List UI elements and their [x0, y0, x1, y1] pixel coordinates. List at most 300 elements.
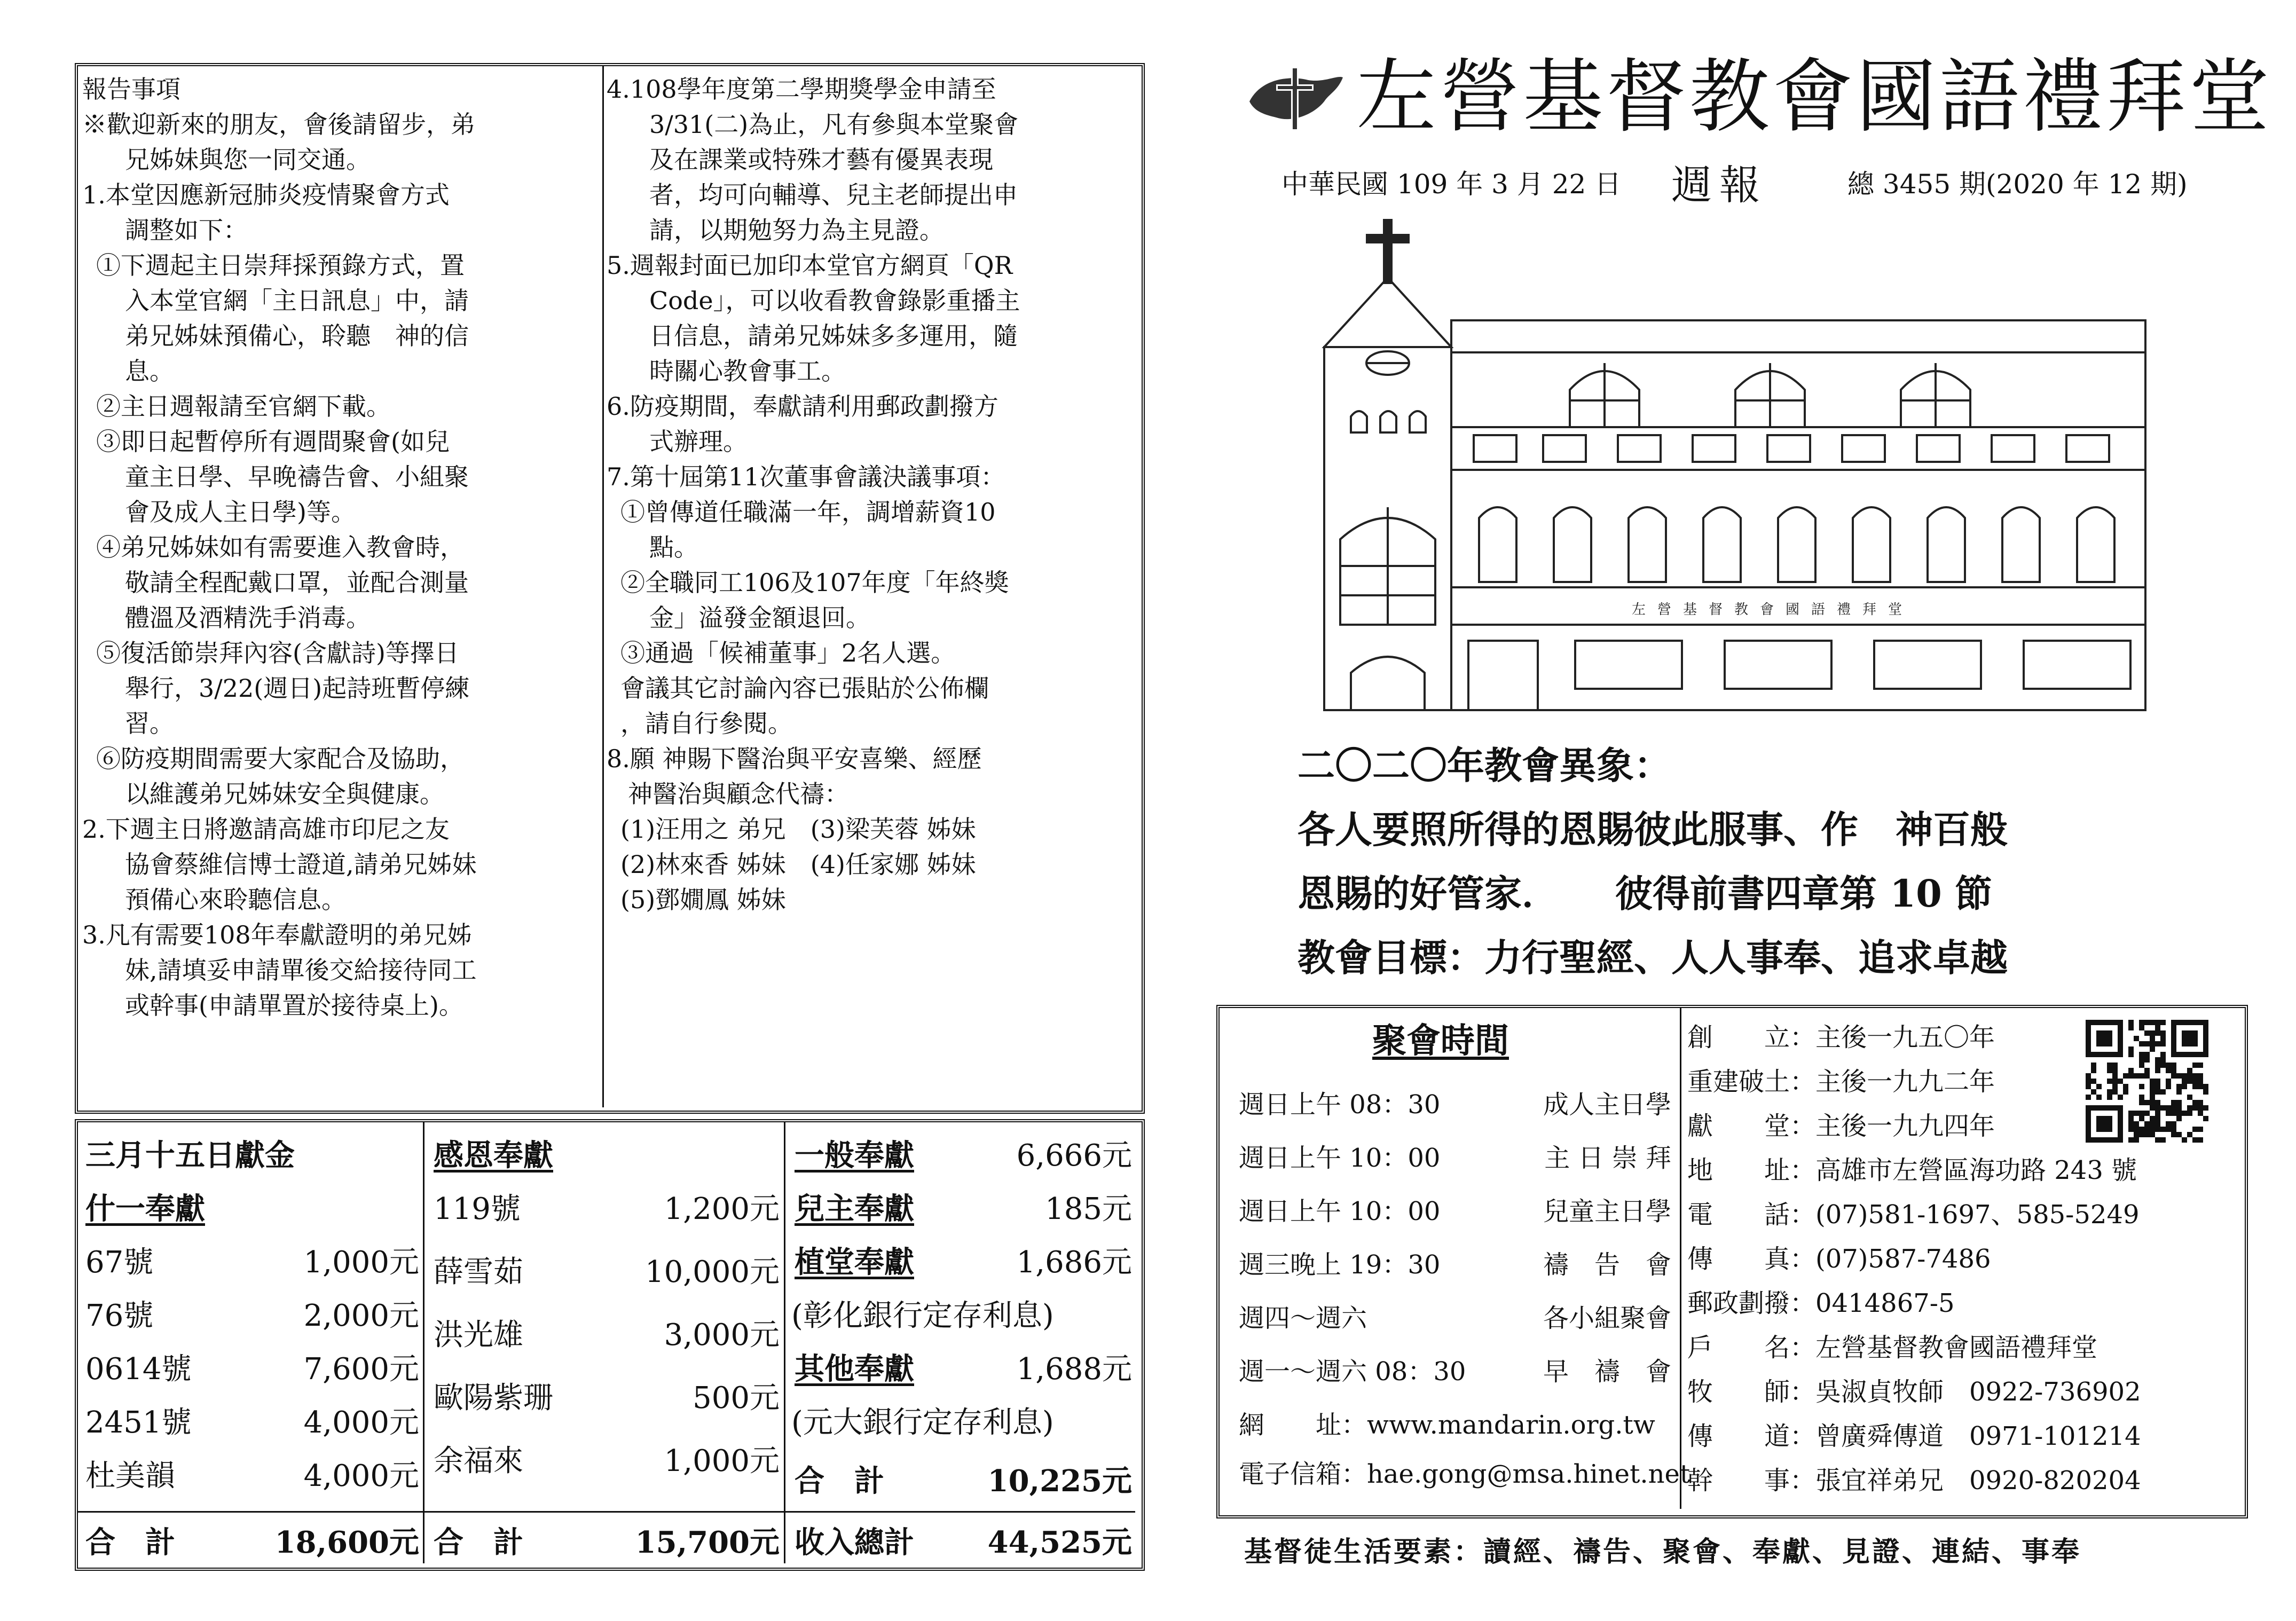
announcement-line: 或幹事(申請單置於接待桌上)。: [125, 991, 463, 1020]
qr-module: [2139, 1073, 2144, 1079]
church-building-drawing: [1319, 219, 2152, 715]
qr-module: [2107, 1089, 2112, 1095]
announcement-line: ②主日週報請至官網下載。: [96, 392, 391, 421]
qr-module: [2192, 1127, 2198, 1132]
qr-module: [2171, 1100, 2176, 1105]
announcement-line: 式辦理。: [649, 427, 748, 456]
qr-module: [2128, 1020, 2134, 1025]
offering-donor: 薛雪茹: [434, 1255, 523, 1289]
qr-module: [2198, 1100, 2203, 1105]
offering-donor: 杜美韻: [85, 1459, 175, 1493]
qr-module: [2155, 1057, 2160, 1063]
offering-amount: 1,000元: [303, 1245, 419, 1280]
qr-module: [2187, 1132, 2192, 1137]
qr-module: [2150, 1121, 2155, 1127]
announcement-line: ③即日起暫停所有週間聚會(如兒: [96, 427, 450, 456]
qr-module: [2139, 1132, 2144, 1137]
thanks-total: 15,700元: [635, 1525, 780, 1560]
qr-module: [2139, 1025, 2144, 1030]
church-info-line: 創 立：主後一九五〇年: [1687, 1022, 1995, 1052]
qr-module: [2139, 1100, 2144, 1105]
qr-module: [2150, 1132, 2155, 1137]
qr-module: [2160, 1089, 2166, 1095]
qr-module: [2155, 1084, 2160, 1089]
announcement-line: ①下週起主日崇拜採預錄方式，置: [96, 251, 465, 280]
qr-module: [2086, 1073, 2091, 1079]
general-offering-amount: 6,666元: [1016, 1138, 1132, 1173]
qr-module: [2096, 1084, 2102, 1089]
qr-module: [2139, 1095, 2144, 1100]
church-info-line: 重建破土：主後一九九二年: [1687, 1067, 1995, 1097]
qr-module: [2171, 1068, 2176, 1073]
qr-module: [2123, 1073, 2128, 1079]
qr-module: [2171, 1127, 2176, 1132]
announcement-line: (2)林來香 姊妹 (4)任家娜 姊妹: [620, 850, 976, 879]
announcement-line: 童主日學、早晚禱告會、小組聚: [125, 462, 469, 491]
announcement-line: 兄姊妹與您一同交通。: [125, 145, 371, 174]
qr-module: [2134, 1111, 2139, 1116]
announcement-line: 日信息，請弟兄姊妹多多運用，隨: [649, 321, 1018, 350]
qr-module: [2144, 1127, 2150, 1132]
meeting-name: 兒童主日學: [1543, 1197, 1671, 1226]
qr-module: [2198, 1073, 2203, 1079]
qr-module: [2187, 1105, 2192, 1111]
qr-module: [2150, 1036, 2155, 1041]
offering-date-title: 三月十五日獻金: [85, 1138, 295, 1173]
announcement-line: 以維護弟兄姊妹安全與健康。: [125, 780, 444, 808]
announcement-line: 敬請全程配戴口罩，並配合測量: [125, 568, 469, 597]
qr-module: [2203, 1084, 2208, 1089]
announcement-line: 妹,請填妥申請單後交給接待同工: [125, 956, 477, 985]
announcement-line: 7.第十屆第11次董事會議決議事項：: [607, 462, 1005, 491]
qr-module: [2139, 1020, 2144, 1025]
qr-module: [2144, 1100, 2150, 1105]
church-info-line: 牧 師：吳淑貞牧師 0922-736902: [1687, 1377, 2141, 1407]
announcement-line: ④弟兄姊妹如有需要進入教會時，: [96, 533, 465, 562]
other-offering-label: 其他奉獻: [795, 1351, 914, 1387]
email: 電子信箱：hae.gong@msa.hinet.net: [1239, 1459, 1690, 1489]
qr-module: [2144, 1111, 2150, 1116]
offering-donor: 119號: [434, 1192, 521, 1226]
qr-module: [2176, 1111, 2182, 1116]
announcement-line: 時關心教會事工。: [649, 357, 846, 385]
qr-module: [2203, 1089, 2208, 1095]
announcement-line: ②全職同工106及107年度「年終獎: [620, 568, 1009, 597]
qr-module: [2187, 1073, 2192, 1079]
qr-module: [2155, 1079, 2160, 1084]
qr-module: [2091, 1089, 2096, 1095]
announcement-line: (1)汪用之 弟兄 (3)梁芙蓉 姊妹: [620, 815, 976, 844]
church-info-line: 傳 真：(07)587-7486: [1687, 1244, 1991, 1274]
qr-module: [2139, 1063, 2144, 1068]
qr-module: [2150, 1030, 2155, 1036]
qr-module: [2155, 1063, 2160, 1068]
qr-module: [2166, 1111, 2171, 1116]
announcement-line: 6.防疫期間，奉獻請利用郵政劃撥方: [607, 392, 998, 421]
building-offering-note: (彰化銀行定存利息): [791, 1299, 1054, 1333]
qr-module: [2171, 1132, 2176, 1137]
qr-module: [2134, 1127, 2139, 1132]
issue-number: 總 3455 期(2020 年 12 期): [1847, 169, 2188, 200]
qr-module: [2192, 1137, 2198, 1143]
qr-module: [2128, 1127, 2134, 1132]
announcement-line: 體溫及酒精洗手消毒。: [125, 603, 371, 632]
qr-module: [2160, 1052, 2166, 1057]
qr-module: [2160, 1030, 2166, 1036]
qr-module: [2139, 1052, 2144, 1057]
qr-module: [2128, 1111, 2134, 1116]
qr-module: [2096, 1030, 2112, 1046]
qr-module: [2128, 1137, 2134, 1143]
announcement-line: ⑤復活節崇拜內容(含獻詩)等擇日: [96, 639, 459, 667]
qr-module: [2182, 1137, 2187, 1143]
tithe-total-label: 合 計: [85, 1525, 175, 1560]
building-offering-amount: 1,686元: [1016, 1245, 1132, 1280]
church-info-line: 傳 道：曾廣舜傳道 0971-101214: [1687, 1421, 2141, 1451]
qr-module: [2128, 1068, 2134, 1073]
vision-line-2: 恩賜的好管家． 彼得前書四章第 10 節: [1298, 871, 1993, 916]
announcement-line: ※歡迎新來的朋友，會後請留步，弟: [82, 110, 475, 139]
announcements-column-1: [82, 107, 600, 1023]
qr-module: [2198, 1127, 2203, 1132]
qr-module: [2112, 1073, 2118, 1079]
qr-module: [2155, 1127, 2160, 1132]
qr-module: [2198, 1063, 2203, 1068]
qr-module: [2096, 1095, 2102, 1100]
announcement-line: 會及成人主日學)等。: [125, 498, 356, 526]
qr-module: [2107, 1079, 2112, 1084]
qr-module: [2112, 1079, 2118, 1084]
announcement-line: 調整如下：: [125, 216, 248, 245]
qr-module: [2155, 1025, 2160, 1030]
tithe-total: 18,600元: [274, 1525, 419, 1560]
announcement-line: ⑥防疫期間需要大家配合及協助，: [96, 744, 465, 773]
thanks-total-label: 合 計: [434, 1525, 523, 1560]
qr-code[interactable]: [2086, 1020, 2208, 1143]
qr-module: [2176, 1116, 2182, 1121]
qr-module: [2160, 1020, 2166, 1025]
general-offering-label: 一般奉獻: [795, 1138, 914, 1173]
qr-module: [2134, 1121, 2139, 1127]
qr-module: [2198, 1084, 2203, 1089]
qr-module: [2160, 1057, 2166, 1063]
offering-divider-2: [784, 1122, 785, 1563]
qr-module: [2112, 1068, 2118, 1073]
qr-module: [2118, 1095, 2123, 1100]
qr-module: [2166, 1063, 2171, 1068]
qr-module: [2123, 1089, 2128, 1095]
qr-module: [2144, 1020, 2150, 1025]
announcement-line: 神醫治與顧念代禱：: [628, 780, 849, 808]
offering-total-line: [78, 1511, 1135, 1513]
church-name: 左營基督教會國語禮拜堂: [1356, 51, 2273, 144]
qr-module: [2144, 1057, 2150, 1063]
qr-module: [2155, 1116, 2160, 1121]
church-logo: [1244, 64, 1346, 133]
other-offering-note: (元大銀行定存利息): [791, 1405, 1054, 1440]
vision-title: 二〇二〇年教會異象：: [1298, 743, 1671, 788]
meeting-time: 週日上午 08：30: [1239, 1090, 1441, 1120]
announcement-line: 2.下週主日將邀請高雄市印尼之友: [82, 815, 450, 844]
announcements-column-2: [607, 72, 1135, 917]
qr-module: [2128, 1121, 2134, 1127]
qr-module: [2176, 1084, 2182, 1089]
qr-module: [2144, 1041, 2150, 1046]
offering-donor: 0614號: [85, 1352, 192, 1387]
announcement-line: 5.週報封面已加印本堂官方網頁「QR: [607, 251, 1013, 280]
qr-module: [2134, 1137, 2139, 1143]
qr-module: [2171, 1073, 2176, 1079]
announcement-line: 金」溢發金額退回。: [649, 603, 870, 632]
qr-module: [2091, 1068, 2096, 1073]
bulletin-label: 週報: [1671, 161, 1767, 209]
website: 網 址：www.mandarin.org.tw: [1239, 1410, 1655, 1440]
announcement-line: 習。: [125, 709, 174, 738]
qr-module: [2144, 1030, 2150, 1036]
announcement-line: 4.108學年度第二學期獎學金申請至: [607, 75, 996, 104]
announcement-line: (5)鄧嫺鳳 姊妹: [620, 885, 786, 914]
qr-module: [2086, 1084, 2091, 1089]
qr-module: [2091, 1079, 2096, 1084]
church-info-line: 戶 名：左營基督教會國語禮拜堂: [1687, 1333, 2098, 1363]
announcement-line: ，請自行參閱。: [620, 709, 792, 738]
qr-module: [2150, 1105, 2155, 1111]
offering-amount: 2,000元: [303, 1299, 419, 1333]
meeting-time: 週一～週六 08：30: [1239, 1357, 1466, 1387]
qr-module: [2155, 1020, 2160, 1025]
church-goal: 教會目標：力行聖經、人人事奉、追求卓越: [1298, 935, 2008, 980]
qr-module: [2182, 1079, 2187, 1084]
qr-module: [2155, 1030, 2160, 1036]
offering-amount: 7,600元: [303, 1352, 419, 1387]
qr-module: [2155, 1068, 2160, 1073]
qr-module: [2171, 1063, 2176, 1068]
qr-module: [2144, 1052, 2150, 1057]
qr-module: [2150, 1020, 2155, 1025]
qr-module: [2171, 1105, 2176, 1111]
qr-module: [2107, 1068, 2112, 1073]
qr-module: [2160, 1063, 2166, 1068]
qr-module: [2192, 1073, 2198, 1079]
qr-module: [2086, 1095, 2091, 1100]
qr-module: [2128, 1073, 2134, 1079]
qr-module: [2166, 1121, 2171, 1127]
qr-module: [2150, 1116, 2155, 1121]
qr-module: [2112, 1084, 2118, 1089]
qr-module: [2155, 1105, 2160, 1111]
offering-donor: 76號: [85, 1299, 154, 1333]
qr-module: [2203, 1105, 2208, 1111]
qr-module: [2182, 1111, 2187, 1116]
qr-module: [2160, 1127, 2166, 1132]
qr-module: [2155, 1089, 2160, 1095]
qr-module: [2150, 1079, 2155, 1084]
grand-total-label: 收入總計: [795, 1525, 914, 1560]
qr-module: [2107, 1063, 2112, 1068]
qr-module: [2198, 1111, 2203, 1116]
church-info-list: [1687, 1016, 2141, 1503]
church-info-line: 郵政劃撥：0414867-5: [1687, 1288, 1955, 1318]
qr-module: [2144, 1068, 2150, 1073]
qr-module: [2150, 1089, 2155, 1095]
qr-module: [2155, 1111, 2160, 1116]
qr-module: [2107, 1095, 2112, 1100]
qr-module: [2171, 1111, 2176, 1116]
qr-module: [2096, 1116, 2112, 1132]
qr-module: [2139, 1057, 2144, 1063]
qr-module: [2176, 1089, 2182, 1095]
qr-module: [2150, 1084, 2155, 1089]
offering-subtotal: 10,225元: [987, 1463, 1132, 1499]
qr-module: [2155, 1121, 2160, 1127]
announcement-line: 3.凡有需要108年奉獻證明的弟兄姊: [82, 920, 472, 949]
announcement-line: ③通過「候補董事」2名人選。: [620, 639, 956, 667]
announcement-line: 請，以期勉努力為主見證。: [649, 216, 944, 245]
qr-module: [2112, 1063, 2118, 1068]
meetings-title: 聚會時間: [1372, 1021, 1509, 1061]
qr-module: [2198, 1137, 2203, 1143]
announcement-line: 協會蔡維信博士證道,請弟兄姊妹: [125, 850, 477, 879]
qr-module: [2155, 1100, 2160, 1105]
qr-module: [2128, 1052, 2134, 1057]
meeting-name: 禱 告 會: [1543, 1250, 1671, 1280]
vision-line-1: 各人要照所得的恩賜彼此服事、作 神百般: [1298, 807, 2008, 852]
meeting-name: 各小組聚會: [1543, 1303, 1671, 1333]
qr-module: [2187, 1068, 2192, 1073]
church-info-line: 幹 事：張宜祥弟兄 0920-820204: [1687, 1466, 2141, 1496]
qr-module: [2182, 1030, 2198, 1046]
offering-divider-1: [423, 1122, 424, 1563]
qr-module: [2192, 1084, 2198, 1089]
offering-amount: 1,200元: [664, 1192, 780, 1226]
offering-amount: 4,000元: [303, 1459, 419, 1493]
qr-module: [2128, 1025, 2134, 1030]
church-info-line: 電 話：(07)581-1697、585-5249: [1687, 1200, 2140, 1230]
qr-module: [2192, 1105, 2198, 1111]
announcement-line: 8.願 神賜下醫治與平安喜樂、經歷: [607, 744, 982, 773]
announcement-line: 1.本堂因應新冠肺炎疫情聚會方式: [82, 180, 450, 209]
offering-subtotal-label: 合 計: [795, 1463, 884, 1499]
qr-module: [2144, 1121, 2150, 1127]
announcements-title: 報告事項: [82, 75, 180, 104]
qr-module: [2187, 1079, 2192, 1084]
grand-total: 44,525元: [987, 1525, 1132, 1560]
qr-module: [2144, 1073, 2150, 1079]
announcement-line: Code」，可以收看教會錄影重播主: [649, 286, 1020, 315]
meeting-name: 成人主日學: [1543, 1090, 1671, 1120]
tithe-title: 什一奉獻: [85, 1191, 205, 1226]
offering-amount: 3,000元: [664, 1318, 780, 1352]
offering-amount: 1,000元: [664, 1444, 780, 1478]
offering-donor: 歐陽紫珊: [434, 1381, 553, 1415]
announcement-line: 者，均可向輔導、兒主老師提出申: [649, 180, 1018, 209]
meeting-time: 週日上午 10：00: [1239, 1143, 1441, 1173]
announcements-divider: [602, 66, 604, 1107]
qr-module: [2139, 1084, 2144, 1089]
qr-module: [2166, 1127, 2171, 1132]
announcement-line: 3/31(二)為止，凡有參與本堂聚會: [649, 110, 1019, 139]
offering-amount: 500元: [693, 1381, 780, 1415]
qr-module: [2176, 1073, 2182, 1079]
qr-module: [2182, 1073, 2187, 1079]
qr-module: [2134, 1132, 2139, 1137]
qr-module: [2139, 1127, 2144, 1132]
children-offering-amount: 185元: [1045, 1192, 1132, 1226]
qr-module: [2112, 1089, 2118, 1095]
qr-module: [2091, 1063, 2096, 1068]
qr-module: [2155, 1041, 2160, 1046]
qr-module: [2150, 1095, 2155, 1100]
qr-module: [2192, 1063, 2198, 1068]
offering-donor: 洪光雄: [434, 1318, 523, 1352]
qr-module: [2160, 1137, 2166, 1143]
qr-module: [2139, 1111, 2144, 1116]
qr-module: [2160, 1036, 2166, 1041]
meeting-time: 週日上午 10：00: [1239, 1197, 1441, 1226]
other-offering-amount: 1,688元: [1016, 1352, 1132, 1387]
thanks-offering-title: 感恩奉獻: [434, 1138, 553, 1173]
announcement-line: 弟兄姊妹預備心，聆聽 神的信: [125, 321, 469, 350]
qr-module: [2166, 1084, 2171, 1089]
qr-module: [2176, 1105, 2182, 1111]
qr-module: [2155, 1137, 2160, 1143]
meeting-name: 早 禱 會: [1543, 1357, 1671, 1387]
qr-module: [2144, 1132, 2150, 1137]
qr-module: [2150, 1041, 2155, 1046]
announcement-line: ①曾傳道任職滿一年，調增薪資10: [620, 498, 996, 526]
qr-module: [2128, 1116, 2134, 1121]
qr-module: [2187, 1111, 2192, 1116]
qr-module: [2166, 1079, 2171, 1084]
qr-module: [2139, 1116, 2144, 1121]
qr-module: [2086, 1079, 2091, 1084]
church-info-line: 獻 堂：主後一九九四年: [1687, 1111, 1995, 1141]
qr-module: [2198, 1079, 2203, 1084]
announcement-line: 入本堂官網「主日訊息」中，請: [125, 286, 469, 315]
qr-module: [2182, 1084, 2187, 1089]
qr-module: [2171, 1121, 2176, 1127]
meetings-info-divider: [1680, 1008, 1681, 1509]
qr-module: [2118, 1079, 2123, 1084]
qr-module: [2150, 1100, 2155, 1105]
qr-module: [2166, 1068, 2171, 1073]
issue-date: 中華民國 109 年 3 月 22 日: [1281, 169, 1622, 200]
offering-donor: 余福來: [434, 1444, 523, 1478]
offering-amount: 10,000元: [645, 1255, 780, 1289]
qr-module: [2176, 1100, 2182, 1105]
announcement-line: 會議其它討論內容已張貼於公佈欄: [620, 674, 989, 703]
qr-module: [2123, 1084, 2128, 1089]
announcement-line: 息。: [125, 357, 174, 385]
announcement-line: 點。: [649, 533, 698, 562]
qr-module: [2160, 1105, 2166, 1111]
meeting-time: 週三晚上 19：30: [1239, 1250, 1441, 1280]
qr-module: [2134, 1073, 2139, 1079]
announcement-line: 預備心來聆聽信息。: [125, 885, 346, 914]
qr-module: [2134, 1036, 2139, 1041]
qr-module: [2166, 1105, 2171, 1111]
offering-donor: 67號: [85, 1245, 154, 1280]
christian-life-essentials: 基督徒生活要素：讀經、禱告、聚會、奉獻、見證、連結、事奉: [1244, 1536, 2082, 1568]
building-sign: 左營基督教會國語禮拜堂: [1631, 602, 1914, 618]
qr-module: [2198, 1105, 2203, 1111]
qr-module: [2139, 1041, 2144, 1046]
qr-module: [2160, 1041, 2166, 1046]
qr-module: [2150, 1127, 2155, 1132]
qr-module: [2192, 1100, 2198, 1105]
qr-module: [2176, 1132, 2182, 1137]
announcement-line: 舉行，3/22(週日)起詩班暫停練: [125, 674, 470, 703]
